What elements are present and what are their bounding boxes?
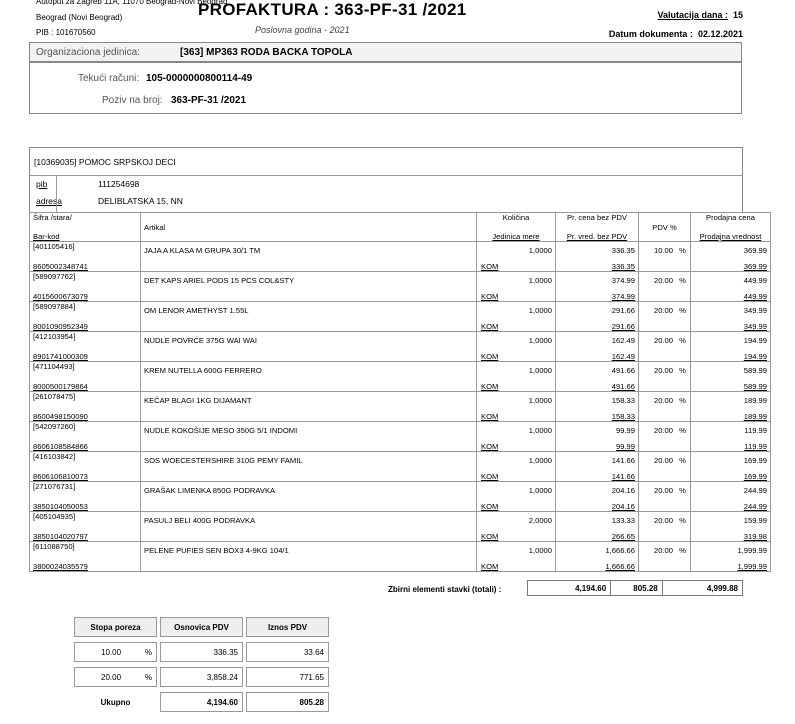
item-vred: 158.33 [611,412,635,421]
item-barkod: 8000500179864 [33,382,88,391]
cell-prodajna [691,332,771,362]
item-sifra: [611088750] [33,542,75,551]
customer-pib-label: pib [36,179,48,189]
poziv-value: 363-PF-31 /2021 [171,95,247,106]
cell-cena-vred [556,392,639,422]
item-artikal: PASULJ BELI 400G PODRAVKA [141,512,477,542]
customer-adresa-value: DELIBLATSKA 15, NN [98,196,183,206]
item-vred: 291.66 [611,322,635,331]
item-artikal: SOS WOECESTERSHIRE 310G PEMY FAMIL [141,452,477,482]
item-sifra: [405104935] [33,512,76,521]
cell-prodajna [691,512,771,542]
cell-sifra-barkod [30,512,141,542]
item-pdv: 20.00 % [639,332,691,362]
item-cena: 491.66 [611,366,635,375]
cell-kolicina-jm [477,452,556,482]
valutacija-label: Valutacija dana : [657,10,728,20]
org-unit-value: [363] MP363 RODA BACKA TOPOLA [180,47,353,58]
cell-cena-vred [556,332,639,362]
cell-prodajna [691,272,771,302]
item-barkod: 8606106810073 [33,472,88,481]
item-vred: 204.16 [611,502,635,511]
totals-box [527,580,743,596]
item-jm: KOM [481,562,499,571]
item-pdv: 20.00 % [639,542,691,572]
col-kolicina: Količina [502,213,530,222]
item-cena: 133.33 [611,516,635,525]
item-barkod: 8901741000309 [33,352,88,361]
col-cena: Pr. cena bez PDV [567,213,627,222]
item-vred: 162.49 [611,352,635,361]
cell-prodajna [691,362,771,392]
total-pdv: 805.28 [611,581,663,595]
item-pdv: 20.00 % [639,302,691,332]
item-barkod: 3850104020797 [33,532,88,541]
tax-row [74,642,329,662]
tax-summary-table [71,612,332,717]
company-pib: PIB : 101670560 [36,28,96,37]
item-jm: KOM [481,322,499,331]
tax-h-stopa: Stopa poreza [74,617,157,637]
table-row [30,302,771,332]
tax-osnovica: 3,858.24 [160,667,243,687]
item-kolicina: 2,0000 [528,516,552,525]
item-prodajna: 369.99 [743,246,767,255]
customer-pib-value: 111254698 [98,179,140,189]
cell-cena-vred [556,302,639,332]
cell-sifra-barkod [30,362,141,392]
cell-cena-vred [556,452,639,482]
item-sifra: [589097762] [33,272,76,281]
item-prodajna-vred: 319.98 [743,532,767,541]
item-vred: 99.99 [615,442,635,451]
item-artikal: NUDLE POVRĆE 375G WAI WAI [141,332,477,362]
col-sifra: Šifra /stara/ [33,213,72,222]
tekuci-label: Tekući računi: [78,73,140,84]
item-prodajna-vred: 449.99 [743,292,767,301]
cell-prodajna [691,242,771,272]
item-sifra: [589097884] [33,302,76,311]
customer-name: [10369035] POMOC SRPSKOJ DECI [34,157,176,167]
cell-sifra-barkod [30,482,141,512]
item-jm: KOM [481,502,499,511]
poziv-label: Poziv na broj: [102,95,163,106]
item-prodajna: 119.99 [744,426,767,435]
cell-cena-vred [556,542,639,572]
cell-sifra-barkod [30,542,141,572]
tax-ukupno-label: Ukupno [100,697,131,707]
cell-prodajna [691,452,771,482]
item-cena: 162.49 [611,336,635,345]
cell-sifra-barkod [30,332,141,362]
table-row [30,242,771,272]
item-pdv: 20.00 % [639,392,691,422]
item-jm: KOM [481,472,499,481]
item-kolicina: 1,0000 [528,276,552,285]
item-pdv: 20.00 % [639,482,691,512]
item-sifra: [416103842] [33,452,76,461]
item-prodajna: 244.99 [743,486,767,495]
item-artikal: GRAŠAK LIMENKA 850G PODRAVKA [141,482,477,512]
tax-h-iznos: Iznos PDV [246,617,329,637]
cell-sifra-barkod [30,242,141,272]
item-prodajna: 189.99 [743,396,767,405]
cell-kolicina-jm [477,302,556,332]
item-artikal: DET KAPS ARIEL PODS 15 PCS COL&STY [141,272,477,302]
item-barkod: 3800024035579 [33,562,88,571]
item-barkod: 8600498150090 [33,412,88,421]
item-prodajna-vred: 169.99 [743,472,767,481]
cell-sifra-barkod [30,302,141,332]
item-prodajna: 169.99 [743,456,767,465]
col-jedinica: Jedinica mere [492,232,540,241]
cell-kolicina-jm [477,482,556,512]
item-kolicina: 1,0000 [528,546,552,555]
cell-prodajna [691,482,771,512]
tax-stopa: 10.00 % [74,642,157,662]
item-prodajna-vred: 244.99 [743,502,767,511]
item-cena: 291.66 [611,306,635,315]
cell-sifra-barkod [30,422,141,452]
item-barkod: 4015600673079 [33,292,88,301]
item-kolicina: 1,0000 [528,336,552,345]
cell-prodajna [691,302,771,332]
cell-prodajna [691,542,771,572]
item-prodajna-vred: 194.99 [743,352,767,361]
item-cena: 141.66 [611,456,635,465]
item-cena: 374.99 [611,276,635,285]
customer-box [29,147,743,213]
cell-kolicina-jm [477,542,556,572]
total-osnovica: 4,194.60 [528,581,611,595]
table-row [30,332,771,362]
item-barkod: 3850104050053 [33,502,88,511]
item-vred: 336.35 [611,262,635,271]
item-prodajna-vred: 189.99 [743,412,767,421]
item-pdv: 20.00 % [639,272,691,302]
item-jm: KOM [481,352,499,361]
col-kolicina-jm [477,213,556,242]
item-barkod: 8001090952349 [33,322,88,331]
item-cena: 204.16 [611,486,635,495]
item-prodajna: 589.99 [743,366,767,375]
tax-ukupno-osnovica: 4,194.60 [160,692,243,712]
item-jm: KOM [481,262,499,271]
col-sifra-barkod [30,213,141,242]
document-subtitle: Poslovna godina - 2021 [255,25,350,35]
item-artikal: OM LENOR AMETHYST 1.55L [141,302,477,332]
item-barkod: 8606108584866 [33,442,88,451]
valutacija [657,10,743,20]
total-ukupno: 4,999.88 [706,584,738,593]
col-artikal: Artikal [141,213,477,242]
item-prodajna: 1,999.99 [737,546,767,555]
item-cena: 1,666.66 [605,546,635,555]
col-barkod: Bar-kod [33,232,60,241]
cell-kolicina-jm [477,422,556,452]
item-barkod: 8605002348741 [33,262,88,271]
item-sifra: [401105416] [33,242,75,251]
item-cena: 336.35 [611,246,635,255]
datum-label: Datum dokumenta : [608,29,693,39]
org-unit-box [29,42,742,62]
accounts-box [29,62,742,114]
item-prodajna: 159.99 [743,516,767,525]
item-prodajna: 449.99 [743,276,767,285]
item-kolicina: 1,0000 [528,366,552,375]
col-pdv: PDV % [639,213,691,242]
tax-ukupno-iznos: 805.28 [246,692,329,712]
item-prodajna-vred: 1,999.99 [737,562,767,571]
col-prodajna-cena: Prodajna cena [706,213,755,222]
cell-kolicina-jm [477,272,556,302]
item-artikal: KEČAP BLAGI 1KG DIJAMANT [141,392,477,422]
cell-cena-vred [556,482,639,512]
item-prodajna: 349.99 [743,306,767,315]
items-table [29,212,771,572]
cell-prodajna [691,422,771,452]
cell-sifra-barkod [30,452,141,482]
item-cena: 158.33 [611,396,635,405]
item-vred: 266.65 [611,532,635,541]
datum-value: 02.12.2021 [697,29,743,39]
tax-row [74,667,329,687]
datum-dokumenta [609,29,743,39]
cell-cena-vred [556,422,639,452]
table-row [30,452,771,482]
item-pdv: 20.00 % [639,362,691,392]
cell-cena-vred [556,512,639,542]
item-cena: 99.99 [615,426,635,435]
cell-cena-vred [556,272,639,302]
cell-cena-vred [556,242,639,272]
table-row [30,272,771,302]
item-vred: 1,666.66 [605,562,635,571]
item-jm: KOM [481,412,499,421]
company-address: Autoput za Zagreb 11A, 11070 Beograd-Novi Beograd [36,0,228,6]
item-pdv: 20.00 % [639,452,691,482]
document-title: PROFAKTURA : 363-PF-31 /2021 [198,0,467,19]
item-artikal: KREM NUTELLA 600G FERRERO [141,362,477,392]
tax-osnovica: 336.35 [160,642,243,662]
cell-kolicina-jm [477,362,556,392]
item-kolicina: 1,0000 [528,396,552,405]
tax-h-osnovica: Osnovica PDV [160,617,243,637]
cell-sifra-barkod [30,392,141,422]
cell-kolicina-jm [477,512,556,542]
col-vred: Pr. vred. bez PDV [566,232,628,241]
tax-stopa: 20.00 % [74,667,157,687]
item-jm: KOM [481,292,499,301]
tax-iznos: 33.64 [246,642,329,662]
cell-kolicina-jm [477,242,556,272]
item-pdv: 20.00 % [639,422,691,452]
item-kolicina: 1,0000 [528,306,552,315]
table-row [30,422,771,452]
item-artikal: JAJA A KLASA M GRUPA 30/1 TM [141,242,477,272]
cell-sifra-barkod [30,272,141,302]
item-pdv: 10.00 % [639,242,691,272]
item-artikal: PELENE PUFIES SEN BOX3 4-9KG 104/1 [141,542,477,572]
table-row [30,362,771,392]
totals-label: Zbirni elementi stavki (totali) : [388,585,502,594]
item-kolicina: 1,0000 [528,426,552,435]
item-vred: 141.66 [611,472,635,481]
item-prodajna-vred: 369.99 [743,262,767,271]
item-sifra: [261078475] [33,392,76,401]
item-jm: KOM [481,532,499,541]
org-unit-label: Organizaciona jedinica: [36,47,140,58]
table-row [30,482,771,512]
item-kolicina: 1,0000 [528,246,552,255]
item-prodajna-vred: 589.99 [743,382,767,391]
item-vred: 491.66 [611,382,635,391]
tekuci-value: 105-0000000800114-49 [146,73,253,84]
item-kolicina: 1,0000 [528,456,552,465]
company-city: Beograd (Novi Beograd) [36,13,123,22]
cell-kolicina-jm [477,332,556,362]
item-sifra: [412103954] [33,332,76,341]
cell-cena-vred [556,362,639,392]
customer-adresa-label: adresa [36,196,62,206]
item-kolicina: 1,0000 [528,486,552,495]
item-vred: 374.99 [611,292,635,301]
table-row [30,512,771,542]
item-sifra: [542097260] [33,422,76,431]
item-prodajna-vred: 349.99 [743,322,767,331]
col-prodajna-vred: Prodajna vrednost [699,232,762,241]
item-jm: KOM [481,382,499,391]
item-pdv: 20.00 % [639,512,691,542]
item-sifra: [471104493] [33,362,75,371]
item-sifra: [271076731] [33,482,76,491]
item-jm: KOM [481,442,499,451]
valutacija-value: 15 [732,10,743,20]
item-prodajna-vred: 119.99 [744,442,767,451]
table-row [30,392,771,422]
col-prodajna [691,213,771,242]
tax-iznos: 771.65 [246,667,329,687]
item-prodajna: 194.99 [743,336,767,345]
table-row [30,542,771,572]
item-artikal: NUDLE KOKOŠIJE MESO 350G 5/1 INDOMI [141,422,477,452]
cell-prodajna [691,392,771,422]
col-cena-vred [556,213,639,242]
cell-kolicina-jm [477,392,556,422]
